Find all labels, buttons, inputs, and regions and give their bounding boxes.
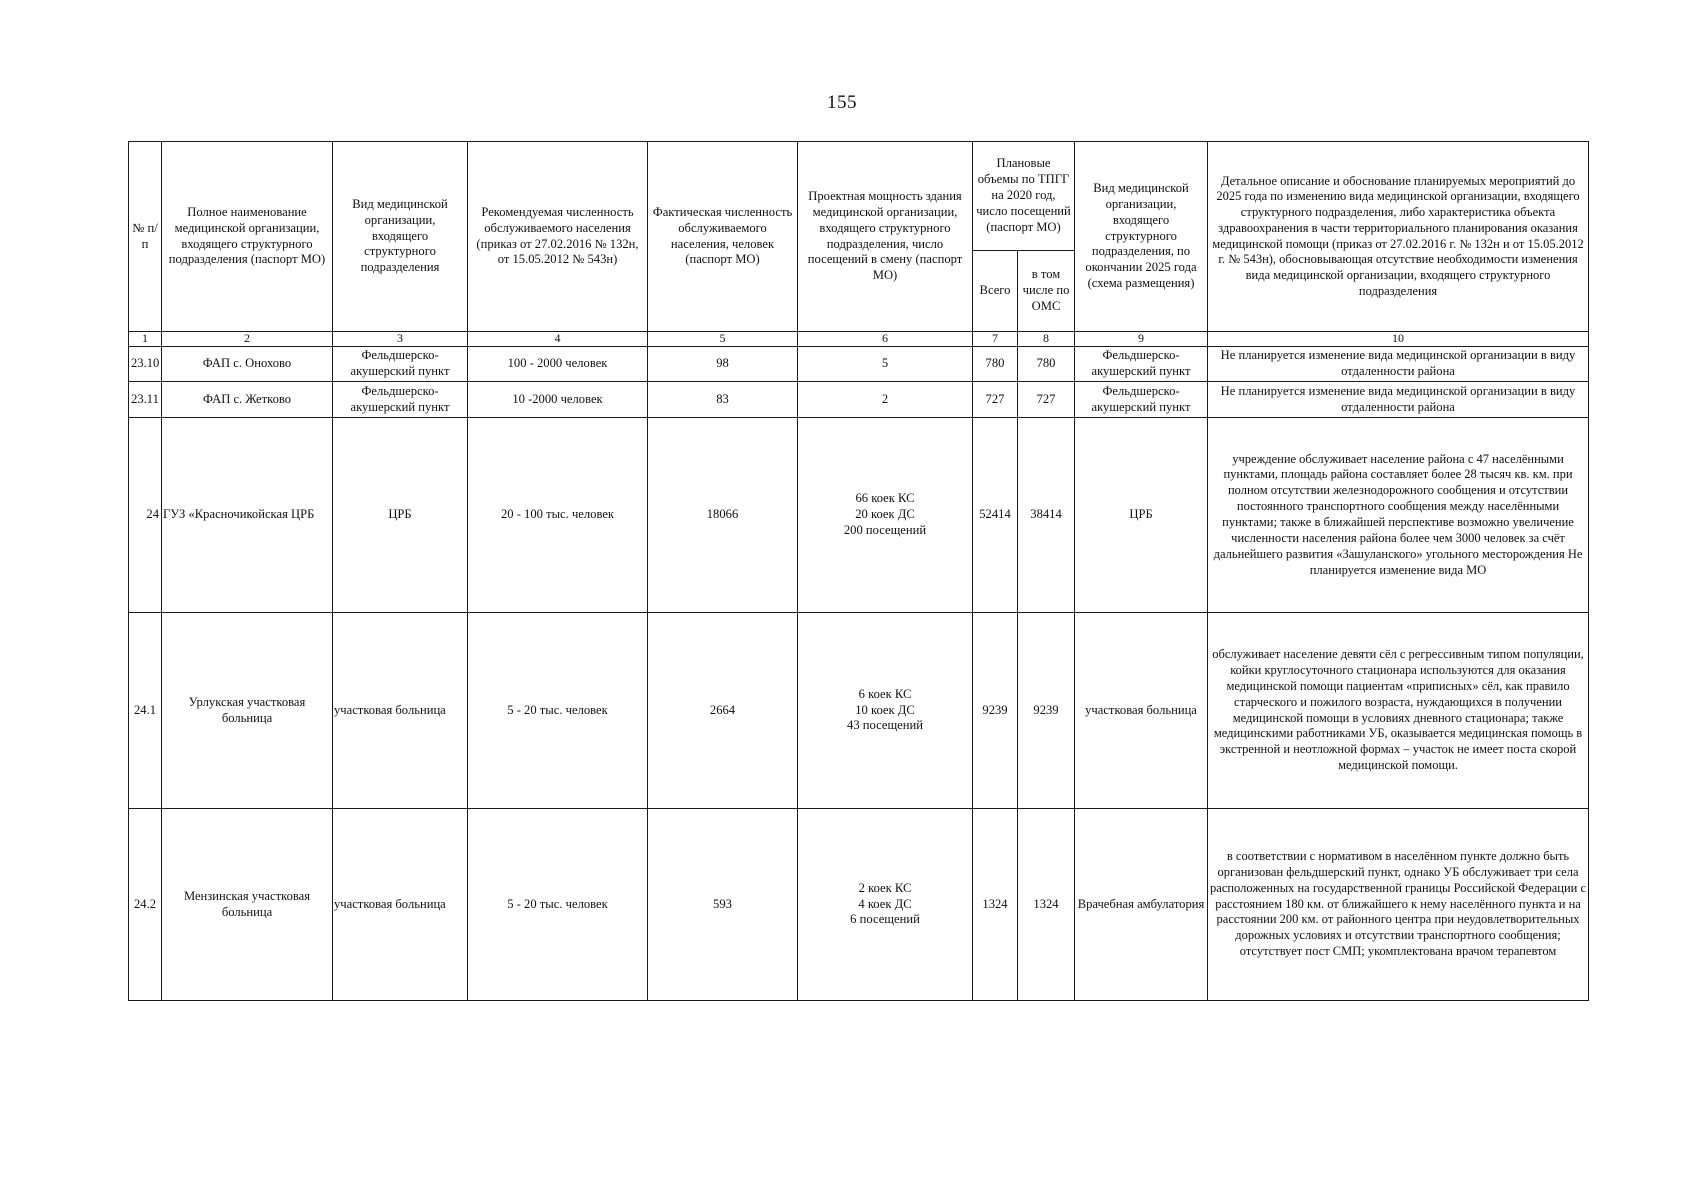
description: в соответствии с нормативом в населённом пункте должно быть организован фельдшерский пункт, однако УБ обслуживает три села расположенных на государственной границы Российской Федерации с расстоянием 180 км. от ближайшего к нему населённого пункта и на расстоянии 200 км. от районного центра при неудовлетворительных дорожных условиях и отсутствии транспортного сообщения; отсутствует пост СМП; укомплектована врачом терапевтом [1208, 809, 1589, 1001]
design-capacity [798, 613, 973, 809]
description: Не планируется изменение вида медицинской организации в виду отдаленности района [1208, 347, 1589, 382]
planned-total: 727 [973, 382, 1018, 418]
planned-oms: 9239 [1018, 613, 1075, 809]
actual-population: 18066 [648, 418, 798, 613]
org-type: участковая больница [333, 809, 468, 1001]
org-type-2025: ЦРБ [1075, 418, 1208, 613]
org-name: Урлукская участковая больница [162, 613, 333, 809]
capacity-line: 200 посещений [843, 522, 927, 537]
actual-population: 83 [648, 382, 798, 418]
column-number: 3 [333, 332, 468, 347]
recommended-population: 20 - 100 тыс. человек [468, 418, 648, 613]
recommended-population: 100 - 2000 человек [468, 347, 648, 382]
table-row [129, 347, 1589, 382]
header-actual-population: Фактическая численность обслуживаемого населения, человек (паспорт МО) [648, 142, 798, 332]
table-row [129, 613, 1589, 809]
design-capacity: 5 [798, 347, 973, 382]
header-full-name: Полное наименование медицинской организации, входящего структурного подразделения (паспорт МО) [162, 142, 333, 332]
org-type-2025: участковая больница [1075, 613, 1208, 809]
planned-total: 9239 [973, 613, 1018, 809]
column-number: 5 [648, 332, 798, 347]
row-number: 24.2 [129, 809, 162, 1001]
planned-oms: 38414 [1018, 418, 1075, 613]
column-number: 4 [468, 332, 648, 347]
description: Не планируется изменение вида медицинской организации в виду отдаленности района [1208, 382, 1589, 418]
capacity-line: 43 посещений [847, 718, 923, 733]
column-number: 7 [973, 332, 1018, 347]
header-oms: в том числе по ОМС [1018, 251, 1075, 332]
page-number: 155 [827, 92, 857, 113]
table-row [129, 418, 1589, 613]
org-name: ГУЗ «Красночикойская ЦРБ [162, 418, 333, 613]
description: обслуживает население девяти сёл с регрессивным типом популяции, койки круглосуточного стационара используются для оказания медицинской помощи пациентам «приписных» сёл, как правило старческого и пожилого возраста, нуждающихся в получении медицинской помощи в условиях дневного стационара; также медицинскими работниками УБ, оказывается медицинская помощь в экстренной и неотложной формах – участок не имеет поста скорой медицинской помощи. [1208, 613, 1589, 809]
row-number: 24.1 [129, 613, 162, 809]
header-org-type-2025: Вид медицинской организации, входящего структурного подразделения, по окончании 2025 года (схема размещения) [1075, 142, 1208, 332]
design-capacity: 2 [798, 382, 973, 418]
header-description: Детальное описание и обоснование планируемых мероприятий до 2025 года по изменению вида медицинской организации, входящего структурного подразделения, либо характеристика объекта здравоохранения в части территориального планирования оказания медицинской помощи (приказ от 27.02.2016 г. № 132н и от 15.05.2012 г. № 543н), обосновывающая отсутствие необходимости изменения вида медицинской организации, входящего структурного подразделения [1208, 142, 1589, 332]
description: учреждение обслуживает население района с 47 населёнными пунктами, площадь района составляет более 28 тысяч кв. км. при полном отсутствии железнодорожного сообщения и отсутствии постоянного транспортного сообщения между населёнными пунктами; также в ближайшей перспективе возможно увеличение численности населения района более чем 3000 человек за счёт дальнейшего развития «Зашуланского» угольного месторождения Не планируется изменение вида МО [1208, 418, 1589, 613]
planned-total: 780 [973, 347, 1018, 382]
org-type: Фельдшерско-акушерский пункт [333, 382, 468, 418]
planned-oms: 780 [1018, 347, 1075, 382]
column-number: 8 [1018, 332, 1075, 347]
planned-total: 1324 [973, 809, 1018, 1001]
design-capacity [798, 418, 973, 613]
column-number: 2 [162, 332, 333, 347]
actual-population: 98 [648, 347, 798, 382]
header-design-capacity: Проектная мощность здания медицинской организации, входящего структурного подразделения, число посещений в смену (паспорт МО) [798, 142, 973, 332]
recommended-population: 5 - 20 тыс. человек [468, 809, 648, 1001]
org-name: ФАП с. Жетково [162, 382, 333, 418]
header-planned-volumes: Плановые объемы по ТПГГ на 2020 год, число посещений (паспорт МО) [973, 142, 1075, 251]
header-num: № п/п [129, 142, 162, 332]
capacity-line: 6 посещений [850, 912, 920, 927]
recommended-population: 5 - 20 тыс. человек [468, 613, 648, 809]
org-type: участковая больница [333, 613, 468, 809]
capacity-line: 10 коек ДС [855, 702, 915, 717]
header-recommended-population: Рекомендуемая численность обслуживаемого населения (приказ от 27.02.2016 № 132н, от 15.05.2012 № 543н) [468, 142, 648, 332]
capacity-line: 4 коек ДС [858, 896, 912, 911]
planned-total: 52414 [973, 418, 1018, 613]
table-row [129, 382, 1589, 418]
column-number: 6 [798, 332, 973, 347]
planned-oms: 727 [1018, 382, 1075, 418]
org-type: Фельдшерско-акушерский пункт [333, 347, 468, 382]
org-type-2025: Врачебная амбулатория [1075, 809, 1208, 1001]
column-number: 10 [1208, 332, 1589, 347]
row-number: 23.11 [129, 382, 162, 418]
recommended-population: 10 -2000 человек [468, 382, 648, 418]
actual-population: 593 [648, 809, 798, 1001]
header-org-type: Вид медицинской организации, входящего структурного подразделения [333, 142, 468, 332]
planned-oms: 1324 [1018, 809, 1075, 1001]
column-number: 1 [129, 332, 162, 347]
planning-table [128, 141, 1589, 1001]
org-type-2025: Фельдшерско-акушерский пункт [1075, 347, 1208, 382]
capacity-line: 6 коек КС [858, 686, 912, 701]
header-row [129, 142, 1589, 251]
row-number: 24 [129, 418, 162, 613]
capacity-line: 66 коек КС [855, 491, 915, 506]
actual-population: 2664 [648, 613, 798, 809]
capacity-line: 2 коек КС [858, 880, 912, 895]
org-name: Мензинская участковая больница [162, 809, 333, 1001]
org-name: ФАП с. Онохово [162, 347, 333, 382]
design-capacity [798, 809, 973, 1001]
column-number: 9 [1075, 332, 1208, 347]
capacity-line: 20 коек ДС [855, 507, 915, 522]
column-number-row [129, 332, 1589, 347]
org-type: ЦРБ [333, 418, 468, 613]
header-total: Всего [973, 251, 1018, 332]
org-type-2025: Фельдшерско-акушерский пункт [1075, 382, 1208, 418]
table-row [129, 809, 1589, 1001]
row-number: 23.10 [129, 347, 162, 382]
